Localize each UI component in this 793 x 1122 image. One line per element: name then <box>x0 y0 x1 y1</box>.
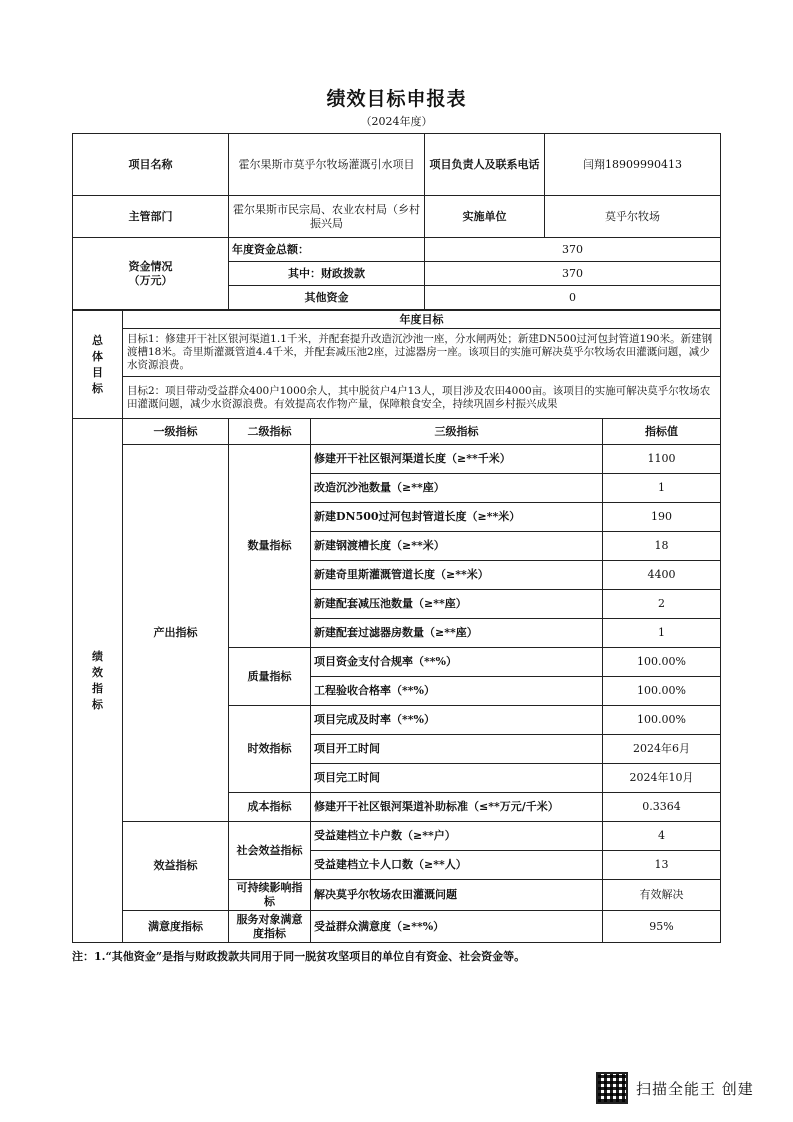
funds-row-value: 0 <box>425 286 721 310</box>
funds-label <box>73 238 229 310</box>
indicator-name: 新建奇里斯灌溉管道长度（≥**米） <box>311 561 603 590</box>
indicator-name: 新建DN500过河包封管道长度（≥**米） <box>311 503 603 532</box>
indicator-name: 新建配套减压池数量（≥**座） <box>311 590 603 619</box>
indicator-value: 有效解决 <box>603 880 721 911</box>
indicator-name: 项目资金支付合规率（**%） <box>311 648 603 677</box>
indicator-value: 190 <box>603 503 721 532</box>
overall-char: 体 <box>92 349 103 363</box>
cost-indicator-label: 成本指标 <box>229 793 311 822</box>
overall-char: 目 <box>92 365 103 379</box>
benefit-indicator-label: 效益指标 <box>123 822 229 911</box>
indicator-value: 2024年10月 <box>603 764 721 793</box>
funds-row-value: 370 <box>425 238 721 262</box>
header-level2: 二级指标 <box>229 419 311 445</box>
perf-char: 指 <box>92 681 103 695</box>
indicator-name: 新建配套过滤器房数量（≥**座） <box>311 619 603 648</box>
indicator-value: 0.3364 <box>603 793 721 822</box>
funds-row-label: 年度资金总额： <box>229 238 425 262</box>
satisfaction-indicator-label: 满意度指标 <box>123 911 229 943</box>
goal-2-text: 目标2：项目带动受益群众400户1000余人，其中脱贫户4户13人，项目涉及农田4000亩。该项目的实施可解决莫乎尔牧场农田灌溉问题，减少水资源浪费。有效提高农作物产量，保障粮食安全，持续巩固乡村振兴成果 <box>123 377 721 419</box>
funds-row-label: 其他资金 <box>229 286 425 310</box>
indicator-name: 受益建档立卡人口数（≥**人） <box>311 851 603 880</box>
qr-code-icon <box>596 1072 628 1104</box>
indicator-value: 4400 <box>603 561 721 590</box>
indicator-value: 13 <box>603 851 721 880</box>
indicator-name: 解决莫乎尔牧场农田灌溉问题 <box>311 880 603 911</box>
indicator-value: 95% <box>603 911 721 943</box>
project-info-table <box>72 133 721 310</box>
indicator-name: 改造沉沙池数量（≥**座） <box>311 474 603 503</box>
page-title: 绩效目标申报表 <box>326 88 467 110</box>
indicator-value: 1 <box>603 619 721 648</box>
indicator-value: 4 <box>603 822 721 851</box>
overall-char: 总 <box>92 333 103 347</box>
indicator-name: 项目完工时间 <box>311 764 603 793</box>
indicator-name: 修建开干社区银河渠道补助标准（≤**万元/千米） <box>311 793 603 822</box>
indicator-value: 2024年6月 <box>603 735 721 764</box>
indicator-value: 100.00% <box>603 648 721 677</box>
impl-value: 莫乎尔牧场 <box>545 196 721 238</box>
perf-char: 标 <box>92 697 103 711</box>
overall-char: 标 <box>92 381 103 395</box>
indicator-value: 1 <box>603 474 721 503</box>
project-name-value: 霍尔果斯市莫乎尔牧场灌溉引水项目 <box>229 134 425 196</box>
quantity-indicator-label: 数量指标 <box>229 445 311 648</box>
header-value: 指标值 <box>603 419 721 445</box>
funds-row-value: 370 <box>425 262 721 286</box>
annual-goal-header: 年度目标 <box>123 311 721 329</box>
performance-indicator-table <box>72 418 721 943</box>
overall-goal-label <box>73 311 123 419</box>
header-level3: 三级指标 <box>311 419 603 445</box>
impl-label: 实施单位 <box>425 196 545 238</box>
watermark-text: 扫描全能王 创建 <box>636 1079 754 1098</box>
output-indicator-label: 产出指标 <box>123 445 229 822</box>
funds-label-line2: （万元） <box>128 273 173 287</box>
quality-indicator-label: 质量指标 <box>229 648 311 706</box>
indicator-name: 新建钢渡槽长度（≥**米） <box>311 532 603 561</box>
indicator-name: 项目开工时间 <box>311 735 603 764</box>
project-leader-label: 项目负责人及联系电话 <box>425 134 545 196</box>
indicator-value: 100.00% <box>603 706 721 735</box>
perf-char: 绩 <box>92 649 103 663</box>
project-name-label: 项目名称 <box>73 134 229 196</box>
indicator-name: 项目完成及时率（**%） <box>311 706 603 735</box>
project-leader-value: 闫翔18909990413 <box>545 134 721 196</box>
indicator-value: 1100 <box>603 445 721 474</box>
service-satisfaction-label: 服务对象满意度指标 <box>229 911 311 943</box>
funds-row-label: 其中：财政拨款 <box>229 262 425 286</box>
page-subtitle: （2024年度） <box>360 115 433 128</box>
indicator-name: 受益群众满意度（≥**%） <box>311 911 603 943</box>
indicator-value: 18 <box>603 532 721 561</box>
timeliness-indicator-label: 时效指标 <box>229 706 311 793</box>
goal-1-text: 目标1：修建开干社区银河渠道1.1千米，并配套提升改造沉沙池一座，分水闸两处；新建DN500过河包封管道190米。新建钢渡槽18米。奇里斯灌溉管道4.4千米，并配套减压池2座，过滤器房一座。该项目的实施可解决莫乎尔牧场农田灌溉问题，减少水资源浪费。 <box>123 329 721 377</box>
indicator-name: 工程验收合格率（**%） <box>311 677 603 706</box>
perf-char: 效 <box>92 665 103 679</box>
overall-goal-table <box>72 310 721 419</box>
indicator-name: 修建开干社区银河渠道长度（≥**千米） <box>311 445 603 474</box>
indicator-name: 受益建档立卡户数（≥**户） <box>311 822 603 851</box>
sustainability-label: 可持续影响指标 <box>229 880 311 911</box>
funds-label-line1: 资金情况 <box>128 259 173 273</box>
footnote: 注：1.“其他资金”是指与财政拨款共同用于同一脱贫攻坚项目的单位自有资金、社会资金等。 <box>72 950 526 963</box>
dept-value: 霍尔果斯市民宗局、农业农村局（乡村振兴局 <box>229 196 425 238</box>
header-level1: 一级指标 <box>123 419 229 445</box>
scanner-watermark <box>596 1072 754 1104</box>
perf-label <box>73 419 123 943</box>
dept-label: 主管部门 <box>73 196 229 238</box>
indicator-value: 2 <box>603 590 721 619</box>
social-benefit-label: 社会效益指标 <box>229 822 311 880</box>
indicator-value: 100.00% <box>603 677 721 706</box>
